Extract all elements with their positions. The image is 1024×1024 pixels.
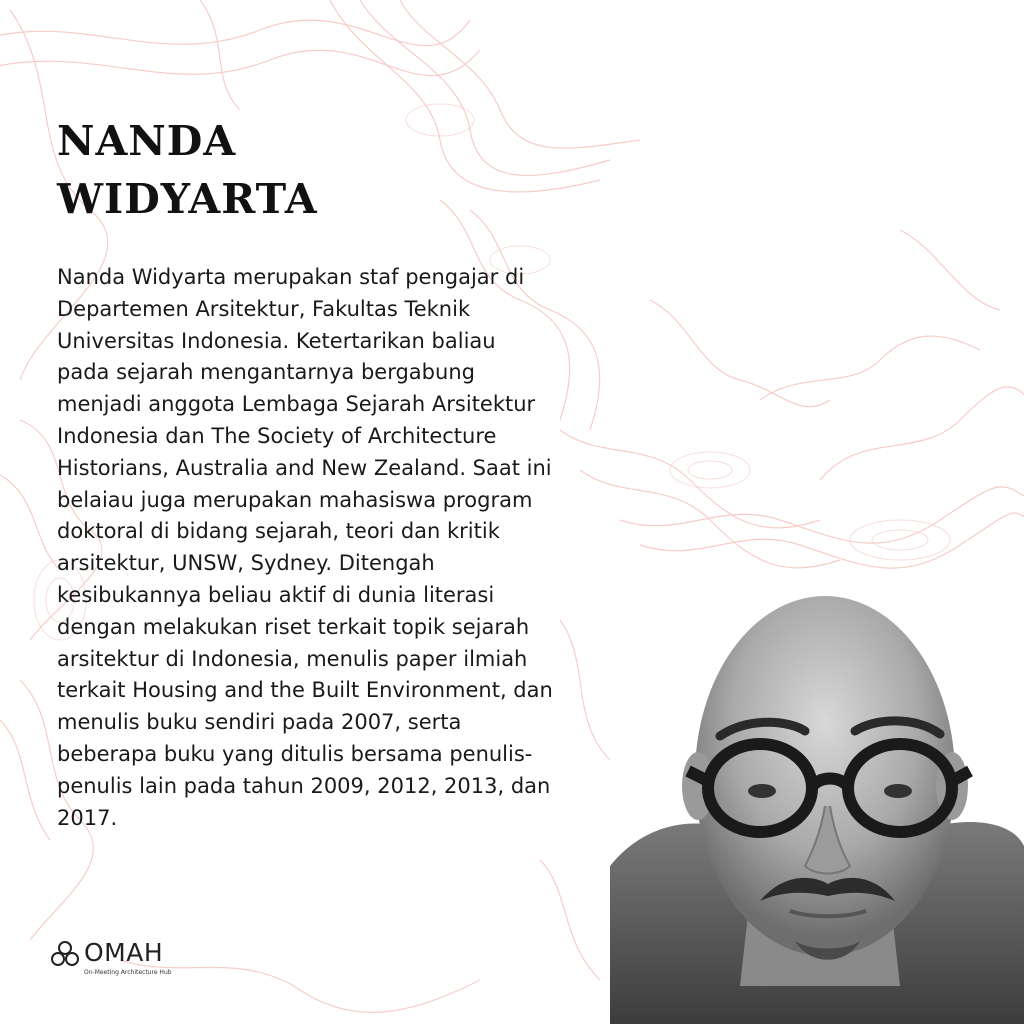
bio-line: Historians, Australia and New Zealand. Saat ini [57, 455, 552, 480]
bio-line: Universitas Indonesia. Ketertarikan baliau [57, 328, 496, 353]
logo-wordmark: OMAH [84, 938, 164, 967]
omah-triple-ring-icon [50, 940, 80, 968]
bio-line: Nanda Widyarta merupakan staf pengajar di [57, 265, 525, 289]
bio-line: penulis lain pada tahun 2009, 2012, 2013, dan [57, 773, 551, 798]
bio-line: doktoral di bidang sejarah, teori dan kritik [57, 519, 500, 544]
speaker-portrait [610, 566, 1024, 1024]
bio-line: Departemen Arsitektur, Fakultas Teknik [57, 296, 471, 321]
logo-tagline: On-Meeting Architecture Hub [84, 969, 172, 976]
bio-line: menjadi anggota Lembaga Sejarah Arsitektur [57, 392, 536, 417]
bio-line: 2017. [57, 805, 118, 830]
bio-line: Indonesia dan The Society of Architecture [57, 423, 497, 448]
speaker-bio [57, 262, 637, 834]
speaker-name [57, 112, 318, 228]
bio-line: beberapa buku yang ditulis bersama penulis- [57, 741, 533, 766]
bio-line: arsitektur di Indonesia, menulis paper ilmiah [57, 646, 528, 671]
bio-line: belaiau juga merupakan mahasiswa program [57, 487, 533, 512]
speaker-name-line-1: NANDA [57, 117, 237, 165]
portrait-illustration [610, 566, 1024, 1024]
bio-line: dengan melakukan riset terkait topik sejarah [57, 614, 530, 639]
bio-line: arsitektur, UNSW, Sydney. Ditengah [57, 551, 435, 576]
speaker-name-line-2: WIDYARTA [57, 175, 318, 223]
bio-line: pada sejarah mengantarnya bergabung [57, 360, 475, 385]
bio-line: terkait Housing and the Built Environment, dan [57, 678, 553, 703]
bio-line: menulis buku sendiri pada 2007, serta [57, 710, 462, 735]
bio-line: kesibukannya beliau aktif di dunia literasi [57, 582, 495, 607]
omah-logo [50, 938, 190, 982]
